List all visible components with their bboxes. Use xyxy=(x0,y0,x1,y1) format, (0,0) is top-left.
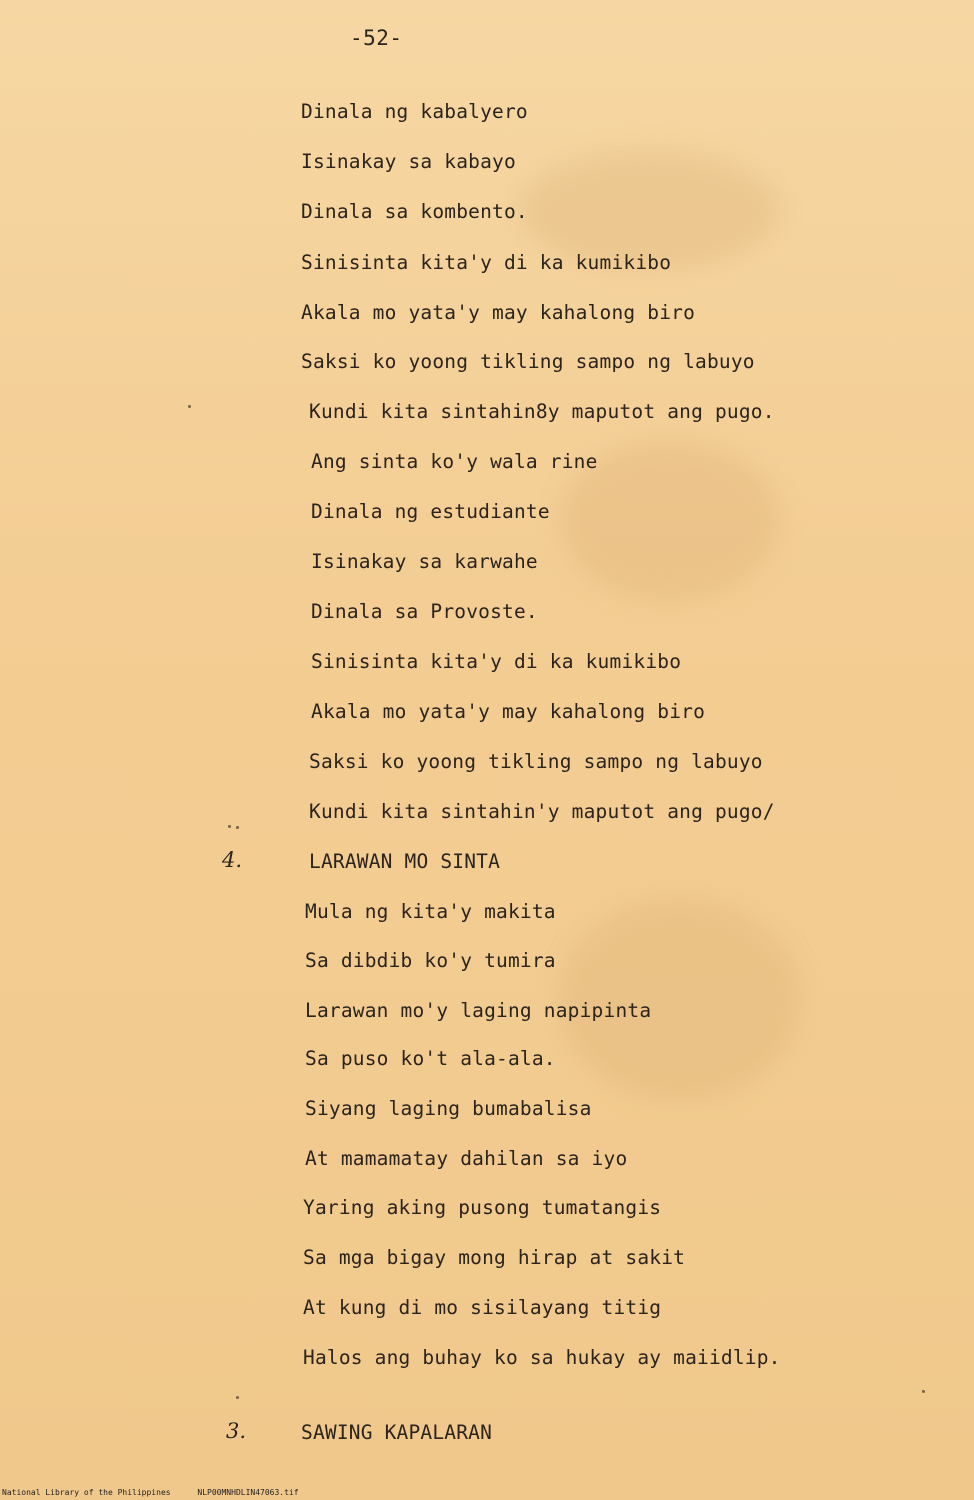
verse-line: Akala mo yata'y may kahalong biro xyxy=(301,301,696,324)
verse-line: Dinala sa kombento. xyxy=(301,200,528,223)
song-number: 4. xyxy=(222,848,243,872)
verse-line: At kung di mo sisilayang titig xyxy=(303,1296,662,1319)
song-title: LARAWAN MO SINTA xyxy=(309,850,501,873)
verse-line: Isinakay sa karwahe xyxy=(311,550,538,573)
paper-speck xyxy=(228,825,231,828)
verse-line: Akala mo yata'y may kahalong biro xyxy=(311,700,706,723)
verse-line: Dinala sa Provoste. xyxy=(311,600,538,623)
verse-line: Dinala ng kabalyero xyxy=(301,100,528,123)
verse-line: Kundi kita sintahin8y maputot ang pugo. xyxy=(309,400,775,423)
verse-line: Sinisinta kita'y di ka kumikibo xyxy=(311,650,682,673)
verse-line: Sa dibdib ko'y tumira xyxy=(305,949,556,972)
paper-speck xyxy=(922,1390,925,1393)
verse-line: Larawan mo'y laging napipinta xyxy=(305,999,652,1022)
song-title: SAWING KAPALARAN xyxy=(301,1421,493,1444)
scan-footer xyxy=(2,1488,321,1497)
verse-line: Saksi ko yoong tikling sampo ng labuyo xyxy=(301,350,755,373)
verse-line: At mamamatay dahilan sa iyo xyxy=(305,1147,628,1170)
song-number: 3. xyxy=(226,1419,247,1443)
verse-line: Mula ng kita'y makita xyxy=(305,900,556,923)
verse-line: Siyang laging bumabalisa xyxy=(305,1097,592,1120)
footer-library: National Library of the Philippines xyxy=(2,1488,171,1497)
verse-line: Sa mga bigay mong hirap at sakit xyxy=(303,1246,686,1269)
verse-line: Saksi ko yoong tikling sampo ng labuyo xyxy=(309,750,763,773)
verse-line: Yaring aking pusong tumatangis xyxy=(303,1196,662,1219)
verse-line: Sa puso ko't ala-ala. xyxy=(305,1047,556,1070)
verse-line: Ang sinta ko'y wala rine xyxy=(311,450,598,473)
paper-speck xyxy=(188,405,191,408)
verse-line: Sinisinta kita'y di ka kumikibo xyxy=(301,251,672,274)
paper-speck xyxy=(236,1396,239,1399)
verse-line: Isinakay sa kabayo xyxy=(301,150,516,173)
verse-line: Kundi kita sintahin'y maputot ang pugo/ xyxy=(309,800,775,823)
verse-line: Halos ang buhay ko sa hukay ay maiidlip. xyxy=(303,1346,781,1369)
footer-file: NLP00MNHDLIN47063.tif xyxy=(197,1488,299,1497)
paper-speck xyxy=(236,826,239,829)
page-number: -52- xyxy=(350,26,403,50)
verse-line: Dinala ng estudiante xyxy=(311,500,550,523)
